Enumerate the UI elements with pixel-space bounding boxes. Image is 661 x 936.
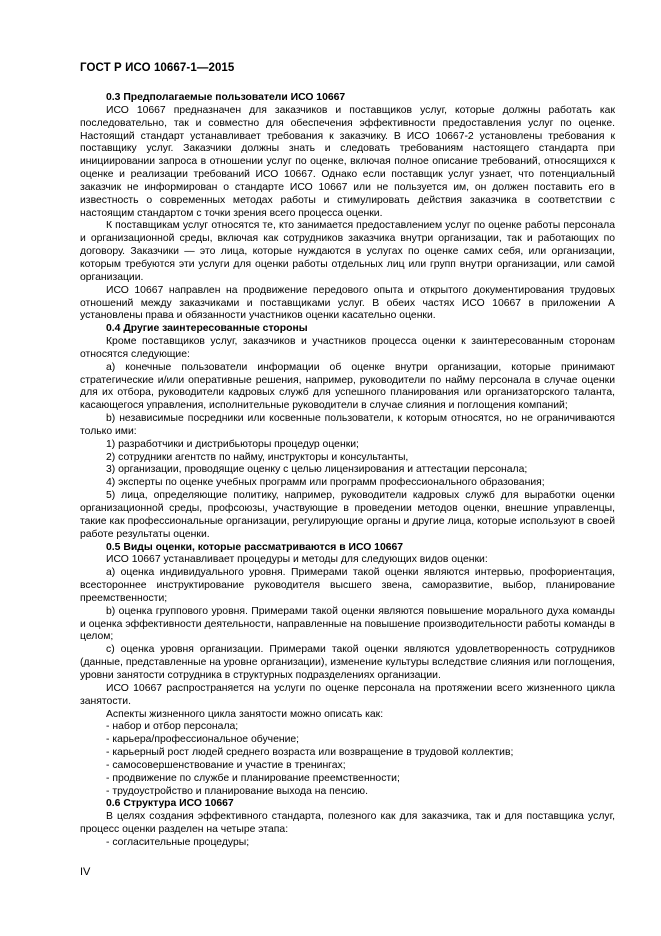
section-heading: 0.3 Предполагаемые пользователи ИСО 10667 bbox=[106, 92, 346, 103]
paragraph: - карьера/профессиональное обучение; bbox=[106, 734, 300, 746]
paragraph: 4) эксперты по оценке учебных программ или программ профессионального образования; bbox=[106, 477, 545, 489]
paragraph: В целях создания эффективного стандарта, полезного как для заказчика, так и для поставщика услуг, процесс оценки разделен на четыре этапа: bbox=[80, 811, 615, 836]
paragraph: Аспекты жизненного цикла занятости можно описать как: bbox=[106, 708, 384, 720]
paragraph: 2) сотрудники агентств по найму, инструкторы и консультанты, bbox=[106, 451, 409, 463]
paragraph: b) оценка группового уровня. Примерами такой оценки являются повышение морального духа команды и оценка эффективности деятельности, направленные на повышение производительности работы команды в целом; bbox=[80, 605, 615, 643]
paragraph: a) оценка индивидуального уровня. Примерами такой оценки являются интервью, профориентация, всестороннее инструктирование руководителя высшего звена, саморазвитие, выбор, планирование преемственности; bbox=[80, 567, 615, 604]
section-heading: 0.5 Виды оценки, которые рассматриваются в ИСО 10667 bbox=[106, 541, 404, 553]
paragraph: Кроме поставщиков услуг, заказчиков и участников процесса оценки к заинтересованным сторонам относятся следующие: bbox=[80, 336, 615, 360]
paragraph: 5) лица, определяющие политику, например, руководители кадровых служб для выработки оценки организационной среды, профсоюзы, участвующие в проведении методов оценки, внешние управленцы, такие как профессиональные организации, регулирующие органы и другие лица, которые используют в своей работе результаты оценки. bbox=[80, 490, 615, 540]
paragraph: 3) организации, проводящие оценку с целью лицензирования и аттестации персонала; bbox=[106, 464, 528, 476]
paragraph: - продвижение по службе и планирование преемственности; bbox=[106, 772, 400, 784]
paragraph: 1) разработчики и дистрибьюторы процедур оценки; bbox=[106, 438, 359, 450]
paragraph: - набор и отбор персонала; bbox=[106, 721, 239, 733]
paragraph: - согласительные процедуры; bbox=[106, 836, 250, 848]
page-number: IV bbox=[80, 866, 91, 878]
paragraph: - карьерный рост людей среднего возраста или возвращение в трудовой коллектив; bbox=[106, 747, 514, 759]
section-heading: 0.6 Структура ИСО 10667 bbox=[106, 798, 234, 810]
document-header: ГОСТ Р ИСО 10667-1—2015 bbox=[80, 62, 235, 74]
paragraph: ИСО 10667 распространяется на услуги по оценке персонала на протяжении всего жизненного цикла занятости. bbox=[80, 682, 615, 707]
paragraph: c) оценка уровня организации. Примерами такой оценки являются удовлетворенность сотрудников (данные, представленные на уровне организации), изменение культуры вследствие слияния или поглощения, уровни занятости сотрудника в структурных подразделениях организации. bbox=[80, 644, 615, 681]
section-heading: 0.4 Другие заинтересованные стороны bbox=[106, 323, 308, 335]
paragraph: ИСО 10667 направлен на продвижение передового опыта и открытого документирования трудовых отношений между заказчиками и поставщиками услуг. В обеих частях ИСО 10667 в приложении А установлены права и обязанности участников оценки касательно оценки. bbox=[80, 284, 615, 322]
paragraph: ИСО 10667 устанавливает процедуры и методы для следующих видов оценки: bbox=[106, 554, 488, 566]
paragraph: b) независимые посредники или косвенные пользователи, к которым относятся, но не ограничиваются только ими: bbox=[80, 413, 615, 437]
paragraph: - трудоустройство и планирование выхода на пенсию. bbox=[106, 785, 368, 797]
paragraph: ИСО 10667 предназначен для заказчиков и поставщиков услуг, которые должны работать как последовательно, так и совместно для обеспечения эффективности предоставления услуг по оценке. Настоящий стандарт устанавливает требования к заказчику. В ИСО 10667-2 установлены требования к поставщику услуг. Заказчики должны знать и следовать требованиям настоящего стандарта при инициировании запроса в отношении услуг по оценке, включая полное описание требований, относящихся к оценке и реализации требований ИСО 10667. Однако если поставщик услуг узнает, что потенциальный заказчик не информирован о стандарте ИСО 10667 или не пользуется им, он должен поставить его в известность о современных методах работы и стимулировать действия заказчика в соответствии с настоящим стандартом с точки зрения всего процесса оценки. bbox=[80, 104, 615, 219]
paragraph: - самосовершенствование и участие в тренингах; bbox=[106, 759, 346, 771]
paragraph: К поставщикам услуг относятся те, кто занимается предоставлением услуг по оценке работы персонала и организационной среды, включая как сотрудников заказчика внутри организации, так и работающих по договору. Заказчики — это лица, которые нуждаются в услугах по оценке самих себя, или организации, которым требуются эти услуги для оценки работы отдельных лиц или групп внутри организации, или самой организации. bbox=[80, 220, 615, 283]
paragraph: a) конечные пользователи информации об оценке внутри организации, которые принимают стратегические и/или оперативные решения, например, руководители по найму персонала в случае оценки для их отбора, руководители кадровых служб для успешного планирования или организаторского таланта, касающегося управления, исполнительные руководители в случае слияния и поглощения компаний; bbox=[80, 361, 615, 412]
document-body bbox=[80, 92, 615, 850]
